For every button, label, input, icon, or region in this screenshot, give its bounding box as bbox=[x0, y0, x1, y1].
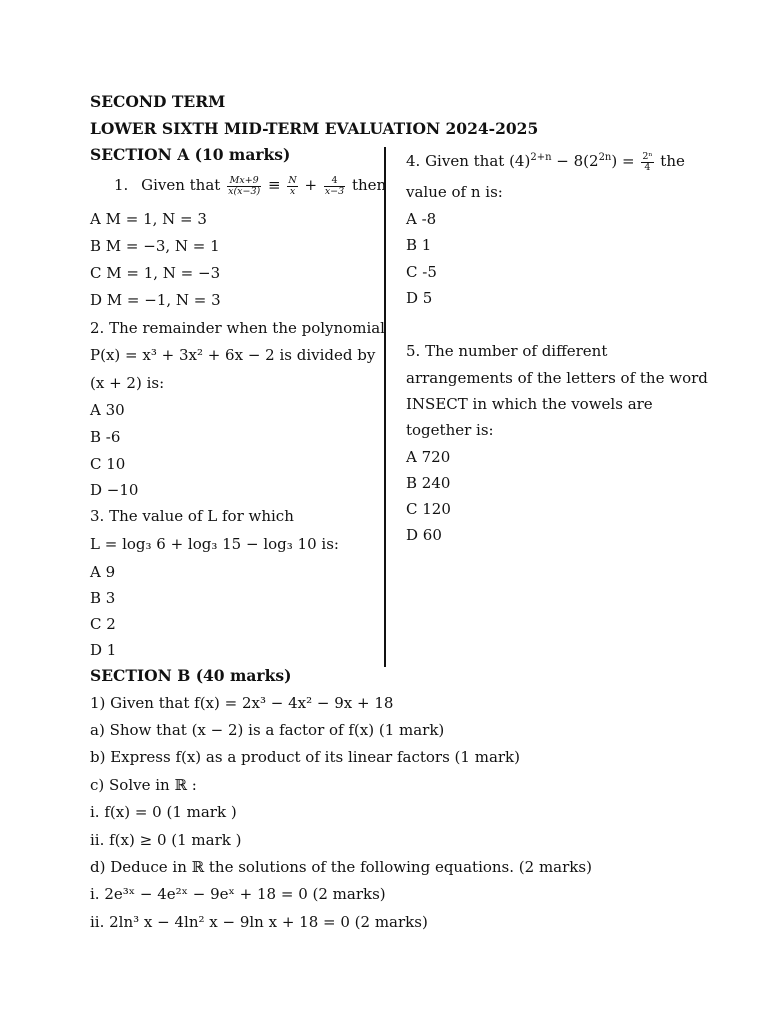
question-2-line-3: (x + 2) is: bbox=[90, 374, 165, 392]
section-a-heading: SECTION A (10 marks) bbox=[90, 145, 291, 164]
section-b-line: i. 2e³ˣ − 4e²ˣ − 9eˣ + 18 = 0 (2 marks) bbox=[90, 885, 386, 903]
question-1-stem: 1. Given that $\frac{Mx+9}{x(x-3)}$ ≡ $\frac{N}{x}$ + $\frac{4}{x-3}$ then bbox=[114, 174, 387, 197]
question-3-option-d: D 1 bbox=[90, 641, 117, 659]
question-4-line-2: value of n is: bbox=[406, 183, 503, 201]
term-heading: SECOND TERM bbox=[90, 92, 226, 111]
exam-title: LOWER SIXTH MID-TERM EVALUATION 2024-2025 bbox=[90, 119, 539, 138]
question-5-option-b: B 240 bbox=[406, 474, 451, 492]
question-1-option-a: A M = 1, N = 3 bbox=[90, 210, 207, 228]
question-2-option-c: C 10 bbox=[90, 455, 126, 473]
question-2-line-2: P(x) = x³ + 3x² + 6x − 2 is divided by bbox=[90, 346, 376, 364]
section-b-line: c) Solve in ℝ : bbox=[90, 776, 197, 794]
question-3-option-a: A 9 bbox=[90, 563, 116, 581]
section-b-line: d) Deduce in ℝ the solutions of the following equations. (2 marks) bbox=[90, 858, 592, 876]
question-2-option-d: D −10 bbox=[90, 481, 139, 499]
question-1-fraction-left: $\frac{Mx+9}{x(x-3)}$ bbox=[228, 174, 261, 197]
question-3-line-1: 3. The value of L for which bbox=[90, 507, 294, 525]
section-b-line: i. f(x) = 0 (1 mark ) bbox=[90, 803, 237, 821]
question-5-line-3: INSECT in which the vowels are bbox=[406, 395, 653, 413]
question-5-option-a: A 720 bbox=[406, 448, 451, 466]
section-b-line: ii. 2ln³ x − 4ln² x − 9ln x + 18 = 0 (2 marks) bbox=[90, 913, 428, 931]
section-b-line: ii. f(x) ≥ 0 (1 mark ) bbox=[90, 831, 242, 849]
question-4-option-c: C -5 bbox=[406, 263, 437, 281]
question-1-number: 1. bbox=[114, 176, 129, 194]
question-1-option-c: C M = 1, N = −3 bbox=[90, 264, 221, 282]
question-5-line-2: arrangements of the letters of the word bbox=[406, 369, 708, 387]
question-3-line-2: L = log₃ 6 + log₃ 15 − log₃ 10 is: bbox=[90, 535, 339, 553]
section-b-heading: SECTION B (40 marks) bbox=[90, 666, 292, 685]
question-4-line-1: 4. Given that $(4)^{2+n} - 8(2^{2n})$ = $\frac{\text{2ⁿ}}{4}$ the bbox=[406, 150, 685, 173]
question-5-option-d: D 60 bbox=[406, 526, 442, 544]
section-b-line: b) Express f(x) as a product of its linear factors (1 mark) bbox=[90, 748, 520, 766]
question-4-option-b: B 1 bbox=[406, 236, 432, 254]
question-3-option-b: B 3 bbox=[90, 589, 116, 607]
question-1-option-b: B M = −3, N = 1 bbox=[90, 237, 220, 255]
question-2-line-1: 2. The remainder when the polynomial bbox=[90, 319, 385, 337]
question-1-fraction-n: $\frac{N}{x}$ bbox=[288, 174, 297, 197]
question-1-fraction-4: $\frac{4}{x-3}$ bbox=[324, 174, 345, 197]
question-2-option-b: B -6 bbox=[90, 428, 121, 446]
question-4-fraction: $\frac{\text{2ⁿ}}{4}$ bbox=[642, 150, 653, 173]
question-1-lead: Given that bbox=[141, 176, 221, 194]
question-4-option-d: D 5 bbox=[406, 289, 433, 307]
question-2-option-a: A 30 bbox=[90, 401, 125, 419]
question-5-option-c: C 120 bbox=[406, 500, 451, 518]
question-5-line-1: 5. The number of different bbox=[406, 342, 608, 360]
section-b-line: a) Show that (x − 2) is a factor of f(x) (1 mark) bbox=[90, 721, 445, 739]
section-b-line: 1) Given that f(x) = 2x³ − 4x² − 9x + 18 bbox=[90, 694, 394, 712]
question-4-option-a: A -8 bbox=[406, 210, 437, 228]
question-5-line-4: together is: bbox=[406, 421, 494, 439]
column-divider bbox=[384, 147, 386, 667]
question-3-option-c: C 2 bbox=[90, 615, 116, 633]
question-1-option-d: D M = −1, N = 3 bbox=[90, 291, 221, 309]
